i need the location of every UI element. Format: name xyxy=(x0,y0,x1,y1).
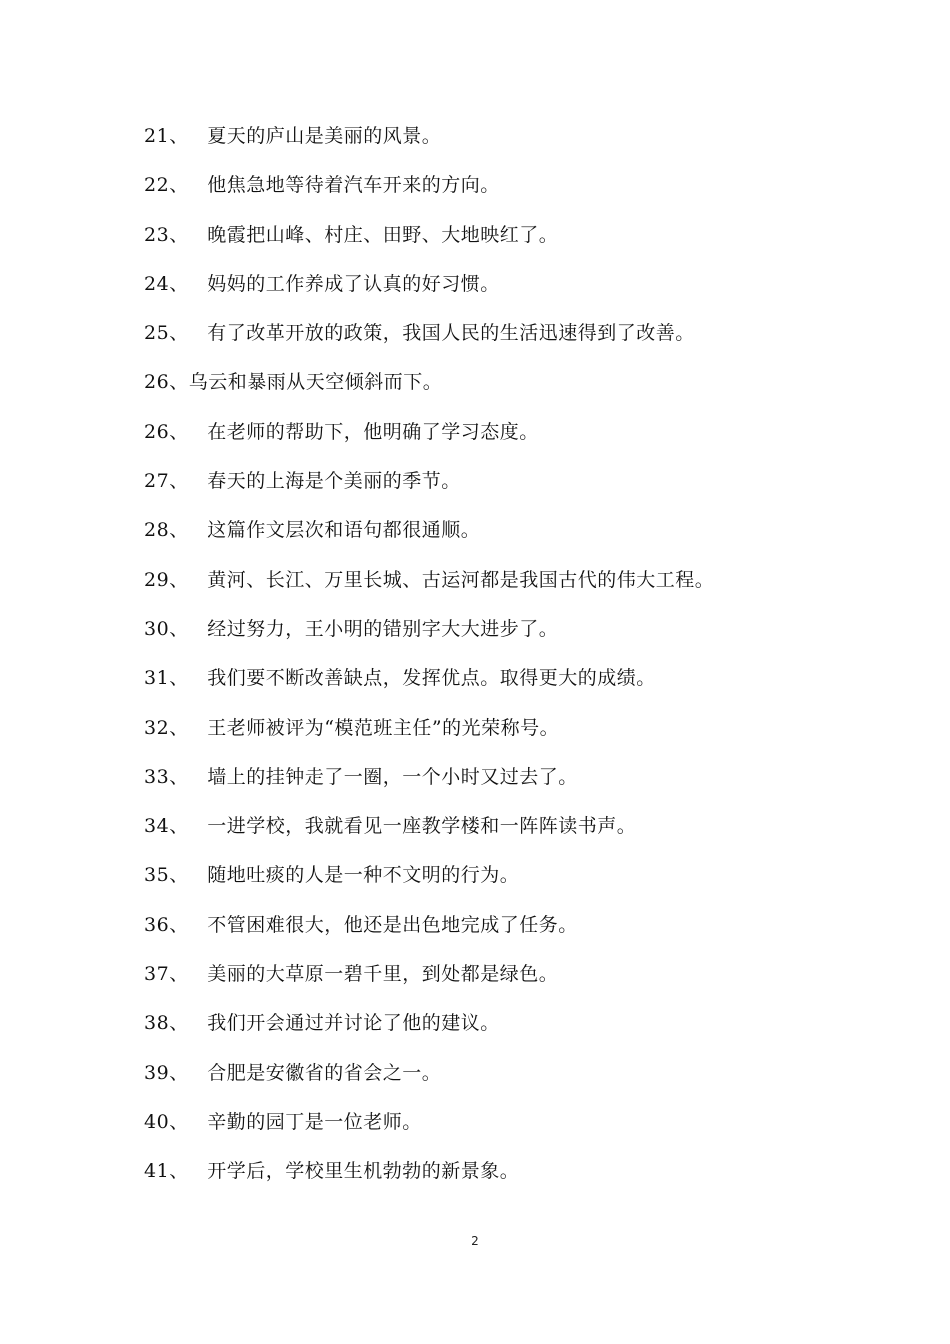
sentence-separator: 、 xyxy=(169,568,189,591)
sentence-text: 经过努力，王小明的错别字大大进步了。 xyxy=(207,617,559,640)
sentence-line xyxy=(144,658,904,707)
sentence-text: 这篇作文层次和语句都很通顺。 xyxy=(207,519,481,542)
sentence-line xyxy=(144,116,904,165)
sentence-number: 32 xyxy=(144,716,170,739)
sentence-line xyxy=(144,757,904,806)
sentence-line xyxy=(144,362,904,411)
sentence-separator: 、 xyxy=(169,174,189,197)
sentence-text: 合肥是安徽省的省会之一。 xyxy=(207,1061,442,1084)
sentence-line xyxy=(144,1053,904,1102)
sentence-number: 26 xyxy=(144,420,170,443)
sentence-number: 21 xyxy=(144,125,170,147)
sentence-number: 28 xyxy=(144,519,170,542)
sentence-text: 一进学校，我就看见一座教学楼和一阵阵读书声。 xyxy=(207,815,637,838)
sentence-number: 33 xyxy=(144,765,170,788)
sentence-line xyxy=(144,609,904,658)
sentence-number: 24 xyxy=(144,272,170,295)
sentence-line xyxy=(144,461,904,510)
sentence-text: 不管困难很大，他还是出色地完成了任务。 xyxy=(207,913,578,936)
sentence-number: 27 xyxy=(144,470,170,493)
sentence-separator: 、 xyxy=(169,1110,189,1133)
sentence-text: 妈妈的工作养成了认真的好习惯。 xyxy=(207,272,500,295)
sentence-number: 41 xyxy=(144,1160,170,1183)
sentence-text: 我们要不断改善缺点，发挥优点。取得更大的成绩。 xyxy=(207,667,656,690)
sentence-text: 有了改革开放的政策，我国人民的生活迅速得到了改善。 xyxy=(207,322,695,345)
sentence-number: 37 xyxy=(144,963,170,986)
sentence-separator: 、 xyxy=(169,667,189,690)
sentence-text: 随地吐痰的人是一种不文明的行为。 xyxy=(207,864,520,887)
sentence-text: 黄河、长江、万里长城、古运河都是我国古代的伟大工程。 xyxy=(207,568,715,591)
sentence-line xyxy=(144,412,904,461)
sentence-line xyxy=(144,215,904,264)
sentence-line xyxy=(144,165,904,214)
sentence-separator: 、 xyxy=(169,963,189,986)
sentence-separator: 、 xyxy=(169,371,189,394)
sentence-line xyxy=(144,708,904,757)
sentence-separator: 、 xyxy=(169,519,189,542)
sentence-text: 春天的上海是个美丽的季节。 xyxy=(207,470,461,493)
sentence-line xyxy=(144,510,904,559)
sentence-line xyxy=(144,855,904,904)
sentence-line xyxy=(144,1151,904,1200)
sentence-line xyxy=(144,1102,904,1151)
sentence-text: 夏天的庐山是美丽的风景。 xyxy=(207,125,442,147)
sentence-text: 乌云和暴雨从天空倾斜而下。 xyxy=(188,371,443,394)
sentence-list xyxy=(144,116,904,1201)
sentence-line xyxy=(144,954,904,1003)
sentence-number: 30 xyxy=(144,617,170,640)
sentence-number: 40 xyxy=(144,1110,170,1133)
sentence-separator: 、 xyxy=(169,765,189,788)
sentence-separator: 、 xyxy=(169,470,189,493)
sentence-separator: 、 xyxy=(169,223,189,246)
page-number: 2 xyxy=(471,1234,479,1248)
sentence-separator: 、 xyxy=(169,1061,189,1084)
sentence-number: 22 xyxy=(144,174,170,197)
sentence-separator: 、 xyxy=(169,272,189,295)
sentence-text: 开学后，学校里生机勃勃的新景象。 xyxy=(207,1160,520,1183)
sentence-number: 34 xyxy=(144,815,170,838)
sentence-line xyxy=(144,1003,904,1052)
sentence-line xyxy=(144,313,904,362)
sentence-number: 39 xyxy=(144,1061,170,1084)
sentence-number: 26 xyxy=(144,371,170,394)
sentence-line xyxy=(144,264,904,313)
sentence-text: 辛勤的园丁是一位老师。 xyxy=(207,1110,422,1133)
sentence-text: 在老师的帮助下，他明确了学习态度。 xyxy=(207,420,539,443)
sentence-line xyxy=(144,905,904,954)
sentence-text: 晚霞把山峰、村庄、田野、大地映红了。 xyxy=(207,223,559,246)
sentence-text: 美丽的大草原一碧千里，到处都是绿色。 xyxy=(207,963,559,986)
sentence-text: 他焦急地等待着汽车开来的方向。 xyxy=(207,174,500,197)
sentence-number: 25 xyxy=(144,322,170,345)
sentence-line xyxy=(144,560,904,609)
sentence-text: 墙上的挂钟走了一圈，一个小时又过去了。 xyxy=(207,765,578,788)
sentence-number: 23 xyxy=(144,223,170,246)
sentence-text: 我们开会通过并讨论了他的建议。 xyxy=(207,1012,500,1035)
sentence-separator: 、 xyxy=(169,1160,189,1183)
sentence-separator: 、 xyxy=(169,1012,189,1035)
sentence-separator: 、 xyxy=(169,420,189,443)
sentence-number: 31 xyxy=(144,667,170,690)
sentence-number: 38 xyxy=(144,1012,170,1035)
sentence-separator: 、 xyxy=(169,913,189,936)
sentence-number: 29 xyxy=(144,568,170,591)
sentence-line xyxy=(144,806,904,855)
sentence-separator: 、 xyxy=(169,716,189,739)
sentence-number: 35 xyxy=(144,864,170,887)
sentence-separator: 、 xyxy=(169,864,189,887)
sentence-separator: 、 xyxy=(169,617,189,640)
sentence-separator: 、 xyxy=(169,815,189,838)
sentence-text: 王老师被评为“模范班主任”的光荣称号。 xyxy=(207,716,560,739)
sentence-number: 36 xyxy=(144,913,170,936)
sentence-separator: 、 xyxy=(169,322,189,345)
sentence-separator: 、 xyxy=(169,125,189,147)
